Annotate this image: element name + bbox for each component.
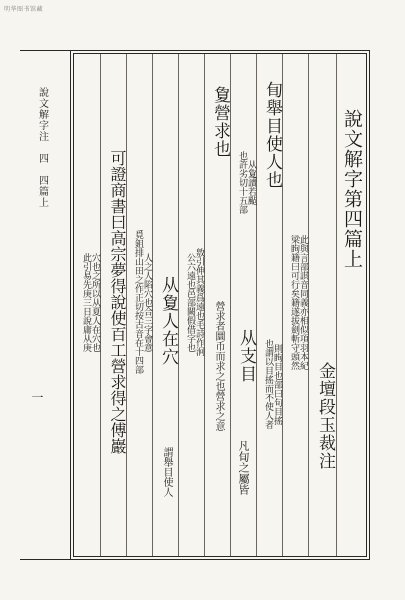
annotation-right: 則眴目也部曰旬目搖 [272,343,282,425]
annotation-right: 敫引伸其義爲遠也毛詩作泂 [194,248,204,356]
annotation-inline: 營求者圜币而求之也營求之意 [213,301,224,431]
annotation-inline: 謂舉目使人 [161,447,172,497]
library-stamp: 明华图书馆藏 [4,6,44,13]
main-text-column: 从夐人在穴 [158,276,178,366]
annotation-column-1 [289,57,307,547]
main-text-column: 从支目 [236,329,256,383]
annotation-left: 此引易先庚三日說庸从庚 [81,252,91,352]
main-text-column: 夐營求也 [210,86,230,158]
main-text-column: 可證商書曰高宗夢得說使百工營求得之傅巖 [108,150,127,454]
margin-mark: 一 [30,391,44,403]
annotation-column-3 [237,57,255,307]
annotation-column-4 [185,57,203,547]
annotation-right: 人之人陷穴也合三字會意 [142,252,152,352]
annotation-column-6 [81,57,99,547]
annotation-column-2 [263,219,281,549]
text-frame [70,50,370,560]
annotation-inline: 凡䀏之屬皆 [237,439,250,495]
annotation-right: 此與言部諆音同義亦相似項羽本紀 [298,234,308,370]
margin-label: 說文解字注 四 四篇上 [36,87,48,208]
margin-column [20,50,70,560]
annotation-left: 覓鉏排山田之作正切按古音在十四部 [133,230,143,374]
annotation-left: 也許劣切十五部 [237,150,247,214]
title-column: 說文解字第四篇上 [341,109,363,269]
editor-column: 金壇段玉裁注 [315,362,335,470]
annotation-left: 公六遠也邑部闕假借字也 [185,252,195,352]
annotation-right: 从夐讀若颭 [246,159,256,205]
headword-column: 䀏舉目使人也 [262,81,282,189]
annotation-column-5 [133,57,151,547]
annotation-right: 穴也之所以从夏人在穴也 [90,252,100,352]
annotation-left: 梁眴籍曰可行矣籍遂拔劍斬守頭然 [289,234,299,370]
annotation-left: 也謂以目搖而不使人者 [263,339,273,429]
